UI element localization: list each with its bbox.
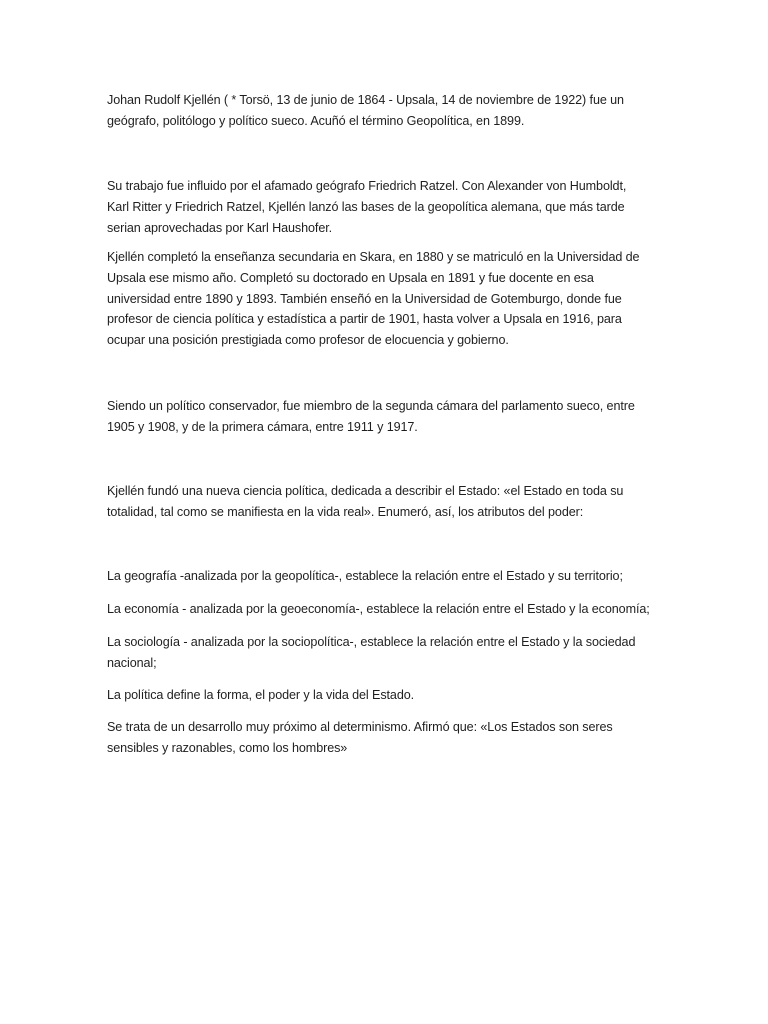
text-line: geógrafo, politólogo y político sueco. Acuñó el término Geopolítica, en 1899. — [107, 113, 525, 128]
paragraph-determinism — [107, 717, 667, 759]
text-line: Se trata de un desarrollo muy próximo al determinismo. Afirmó que: «Los Estados son seres — [107, 720, 613, 734]
text-line: La política define la forma, el poder y la vida del Estado. — [107, 688, 415, 702]
text-line: ocupar una posición prestigiada como profesor de elocuencia y gobierno. — [107, 333, 509, 348]
paragraph-geography — [107, 566, 667, 587]
text-line: profesor de ciencia política y estadística a partir de 1901, hasta volver a Upsala en 1916, para — [107, 312, 622, 327]
text-line: Karl Ritter y Friedrich Ratzel, Kjellén lanzó las bases de la geopolítica alemana, que más tarde — [107, 199, 625, 214]
text-line: 1905 y 1908, y de la primera cámara, entre 1911 y 1917. — [107, 419, 418, 434]
paragraph-policy — [107, 685, 667, 706]
text-line: Kjellén completó la enseñanza secundaria en Skara, en 1880 y se matriculó en la Universidad de — [107, 250, 640, 264]
paragraph-education — [107, 247, 667, 351]
text-line: La geografía -analizada por la geopolítica-, establece la relación entre el Estado y su territorio; — [107, 569, 623, 583]
paragraph-state-science — [107, 481, 667, 523]
text-line: serian aprovechadas por Karl Haushofer. — [107, 220, 333, 235]
paragraph-politics — [107, 396, 667, 438]
text-line: totalidad, tal como se manifiesta en la vida real». Enumeró, así, los atributos del poder: — [107, 504, 584, 519]
paragraph-sociology — [107, 632, 667, 674]
text-line: Siendo un político conservador, fue miembro de la segunda cámara del parlamento sueco, entre — [107, 399, 635, 413]
text-line: La sociología - analizada por la sociopolítica-, establece la relación entre el Estado y la sociedad — [107, 635, 636, 649]
text-line: sensibles y razonables, como los hombres» — [107, 740, 348, 755]
paragraph-economy — [107, 599, 667, 620]
paragraph-influences — [107, 176, 667, 238]
text-line: Upsala ese mismo año. Completó su doctorado en Upsala en 1891 y fue docente en esa — [107, 270, 594, 285]
paragraph-intro — [107, 90, 667, 132]
text-line: Kjellén fundó una nueva ciencia política, dedicada a describir el Estado: «el Estado en toda su — [107, 484, 624, 498]
text-line: universidad entre 1890 y 1893. También enseñó en la Universidad de Gotemburgo, donde fue — [107, 291, 622, 306]
text-line: La economía - analizada por la geoeconomía-, establece la relación entre el Estado y la economía; — [107, 602, 650, 616]
text-line: nacional; — [107, 655, 157, 670]
text-line: Johan Rudolf Kjellén ( * Torsö, 13 de junio de 1864 - Upsala, 14 de noviembre de 1922) fue un — [107, 93, 624, 107]
text-line: Su trabajo fue influido por el afamado geógrafo Friedrich Ratzel. Con Alexander von Humboldt, — [107, 179, 627, 193]
